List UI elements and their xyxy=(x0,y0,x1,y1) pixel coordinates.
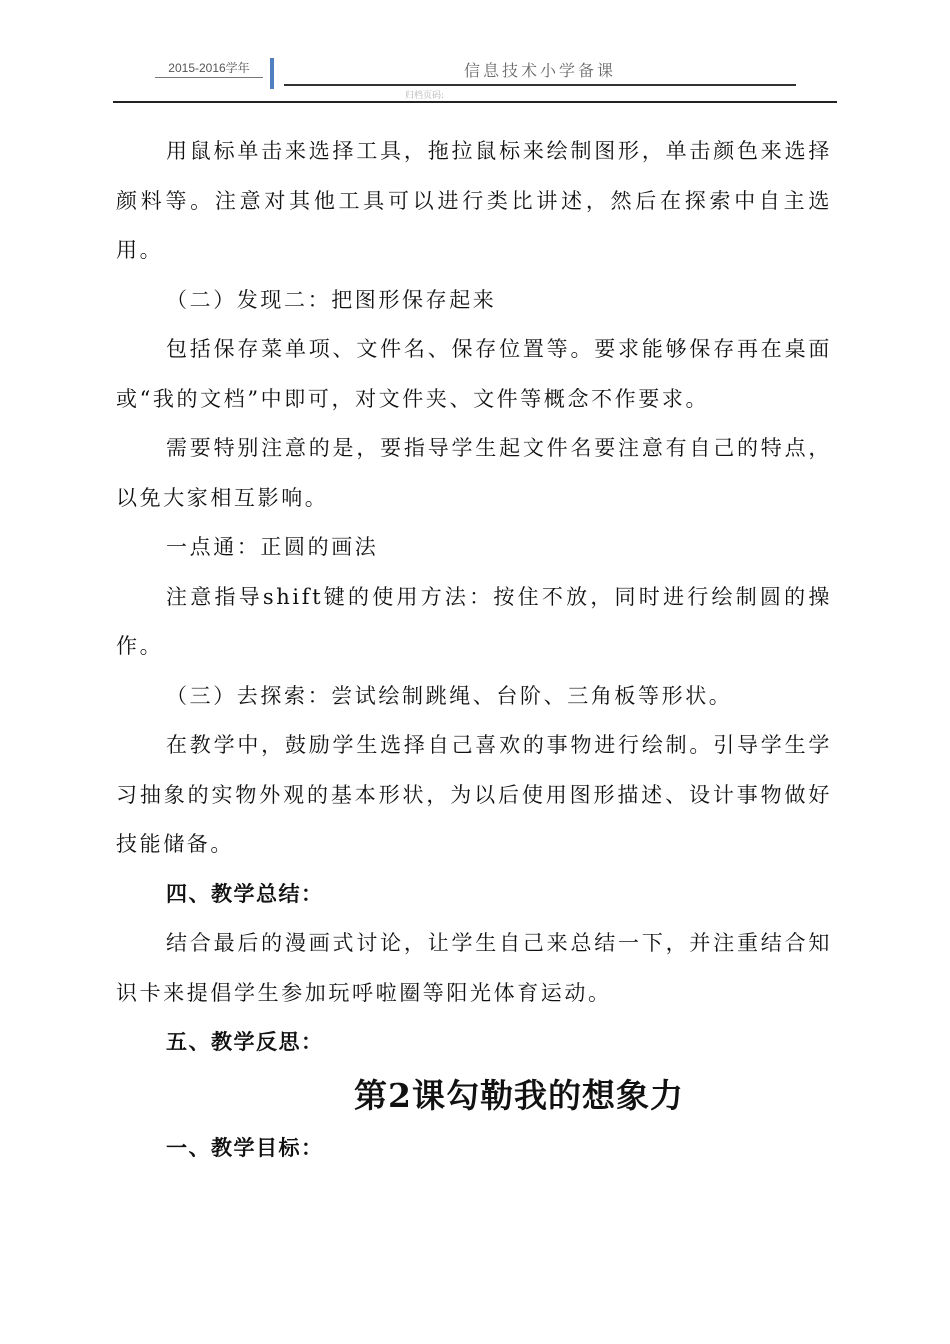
header-title: 信息技术小学备课 xyxy=(463,61,616,80)
paragraph-teaching-guidance: 在教学中，鼓励学生选择自己喜欢的事物进行绘制。引导学生学习抽象的实物外观的基本形状，为以后使用图形描述、设计事物做好技能储备。 xyxy=(116,733,832,856)
paragraph-tool-usage: 用鼠标单击来选择工具，拖拉鼠标来绘制图形，单击颜色来选择颜料等。注意对其他工具可以进行类比讲述，然后在探索中自主选用。 xyxy=(116,139,832,262)
header-year-underline xyxy=(155,77,263,78)
header-title-underline xyxy=(284,84,796,86)
tip-heading-circle: 一点通：正圆的画法 xyxy=(166,535,379,559)
heading-teaching-goals: 一、教学目标： xyxy=(166,1135,324,1160)
header-archive-label: 归档页码: xyxy=(405,91,445,101)
lesson-title: 第2课勾勒我的想象力 xyxy=(354,1075,684,1115)
section-heading-explore: （三）去探索：尝试绘制跳绳、台阶、三角板等形状。 xyxy=(166,683,733,708)
header-year: 2015-2016学年 xyxy=(168,61,250,75)
heading-teaching-reflection: 五、教学反思： xyxy=(166,1030,324,1054)
section-heading-save: （二）发现二：把图形保存起来 xyxy=(166,287,497,312)
document-body xyxy=(116,127,832,1173)
paragraph-save-details: 包括保存菜单项、文件名、保存位置等。要求能够保存再在桌面或“我的文档”中即可，对文件夹、文件等概念不作要求。 xyxy=(116,337,832,411)
paragraph-summary: 结合最后的漫画式讨论，让学生自己来总结一下，并注重结合知识卡来提倡学生参加玩呼啦圈等阳光体育运动。 xyxy=(116,931,832,1005)
paragraph-filename-note: 需要特别注意的是，要指导学生起文件名要注意有自己的特点，以免大家相互影响。 xyxy=(116,436,832,510)
paragraph-shift-key: 注意指导shift键的使用方法：按住不放，同时进行绘制圆的操作。 xyxy=(116,584,832,658)
heading-teaching-summary: 四、教学总结： xyxy=(166,881,324,906)
header-accent-bar xyxy=(270,58,274,89)
